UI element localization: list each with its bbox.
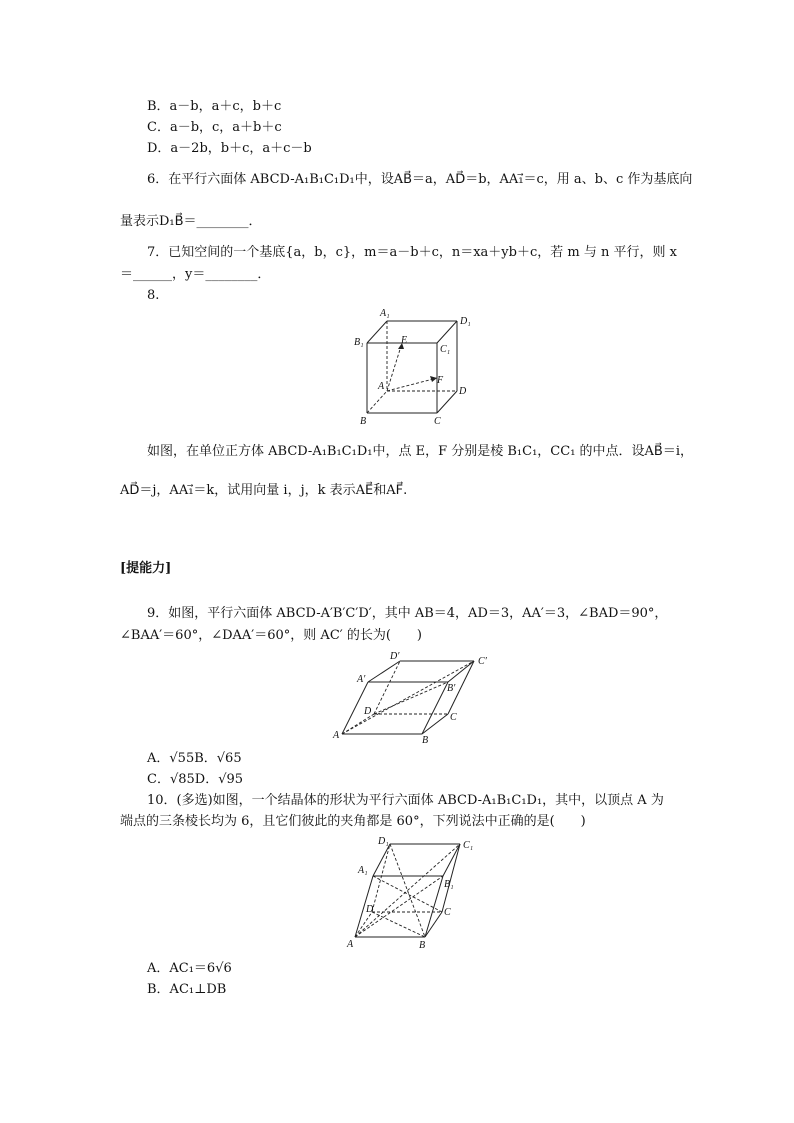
label-a: A (333, 730, 340, 741)
label-b: B (419, 940, 426, 951)
q9-line1: 9．如图，平行六面体 ABCD-A′B′C′D′，其中 AB＝4，AD＝3，AA′＝3，∠BAD＝90°， (147, 606, 668, 621)
parallelepiped-figure-q9 (330, 645, 500, 747)
label-b: B (422, 735, 429, 746)
label-f: F (437, 375, 444, 386)
q10-line1: 10．(多选)如图，一个结晶体的形状为平行六面体 ABCD-A₁B₁C₁D₁，其中，以顶点 A 为 (147, 793, 664, 808)
label-c-prime: C′ (478, 656, 487, 667)
q9-option-a: A．√55B．√65 (147, 751, 242, 766)
q9-option-c: C．√85D．√95 (147, 772, 244, 787)
label-c: C (450, 712, 457, 723)
q10-option-a: A．AC₁＝6√6 (147, 961, 232, 976)
q6-line1: 6．在平行六面体 ABCD-A₁B₁C₁D₁中，设AB⃗＝a，AD⃗＝b，AA₁⃗＝c，用 a、b、c 作为基底向 (147, 172, 693, 187)
q8-number: 8. (147, 288, 160, 303)
label-d1: D₁ (460, 316, 471, 327)
label-b1: B₁ (354, 337, 364, 348)
label-b-prime: B′ (447, 683, 456, 694)
label-a-prime: A′ (357, 674, 366, 685)
label-c: C (444, 907, 451, 918)
label-a1: A₁ (358, 865, 368, 876)
q10-option-b: B．AC₁⊥DB (147, 982, 227, 997)
label-c1: C₁ (440, 344, 451, 355)
label-d-prime: D′ (390, 651, 400, 662)
label-b1: B₁ (444, 879, 454, 890)
label-a: A (378, 381, 385, 392)
q8-line2: AD⃗＝j，AA₁⃗＝k，试用向量 i，j，k 表示AE⃗和AF⃗. (120, 483, 408, 498)
q7-line2: ＝______，y＝________． (120, 267, 271, 282)
q9-line2: ∠BAA′＝60°，∠DAA′＝60°，则 AC′ 的长为( ) (120, 628, 422, 643)
cube-figure (350, 303, 480, 428)
section-heading: [提能力] (120, 561, 172, 576)
q8-line1: 如图，在单位正方体 ABCD-A₁B₁C₁D₁中，点 E，F 分别是棱 B₁C₁，CC₁ 的中点．设AB⃗＝i， (147, 444, 694, 459)
q6-line2: 量表示D₁B⃗＝________． (120, 214, 262, 229)
label-c1: C₁ (463, 840, 474, 851)
option-b: B．a－b，a＋c，b＋c (147, 99, 282, 114)
label-e: E (401, 335, 408, 346)
label-d: D (366, 904, 374, 915)
option-d: D．a－2b，b＋c，a＋c－b (147, 141, 312, 156)
label-d1: D₁ (378, 836, 389, 847)
label-b: B (360, 416, 367, 427)
label-a1: A₁ (380, 308, 390, 319)
q10-line2: 端点的三条棱长均为 6，且它们彼此的夹角都是 60°，下列说法中正确的是( ) (120, 814, 586, 829)
parallelepiped-figure-q10 (340, 832, 485, 952)
q7-line1: 7．已知空间的一个基底{a，b，c}，m＝a－b＋c，n＝xa＋yb＋c，若 m 与 n 平行，则 x (147, 245, 677, 260)
option-c: C．a－b，c，a＋b＋c (147, 120, 282, 135)
label-a: A (347, 939, 354, 950)
label-c: C (434, 416, 441, 427)
label-d: D (459, 386, 467, 397)
label-d: D (364, 706, 372, 717)
